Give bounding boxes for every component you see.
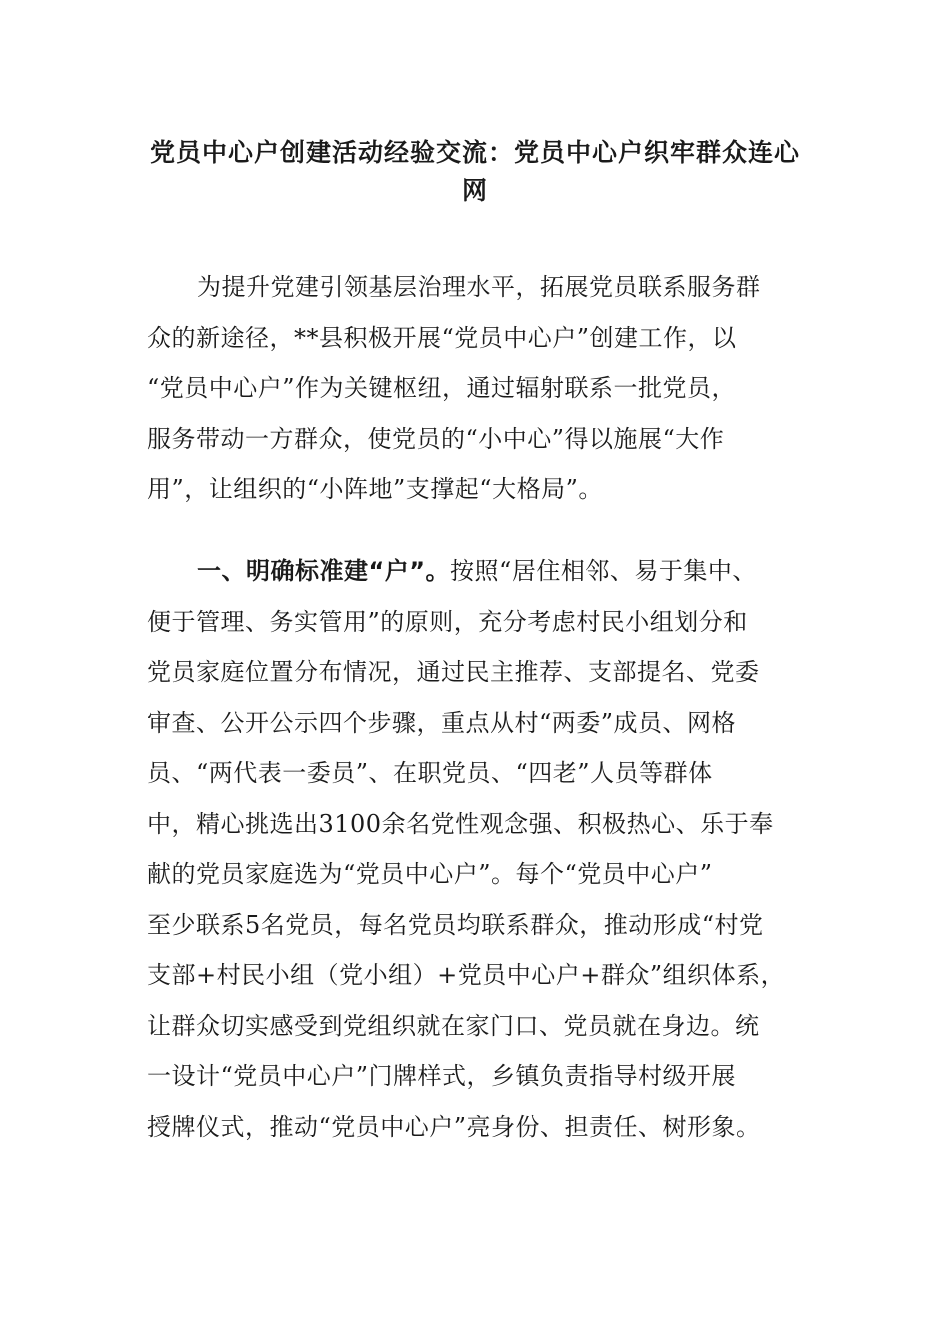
section-1-line: 让群众切实感受到党组织就在家门口、党员就在身边。统 [147, 1011, 760, 1040]
intro-line-2: 众的新途径，**县积极开展“党员中心户”创建工作，以 [147, 323, 737, 352]
title-line-2: 网 [461, 176, 488, 205]
intro-line-1: 为提升党建引领基层治理水平，拓展党员联系服务群 [197, 273, 761, 301]
section-1-first-line [147, 546, 807, 597]
title-line-1: 党员中心户创建活动经验交流：党员中心户织牢群众连心 [149, 138, 800, 167]
intro-line-4: 服务带动一方群众，使党员的“小中心”得以施展“大作 [147, 424, 725, 453]
section-1-line: 党员家庭位置分布情况，通过民主推荐、支部提名、党委 [147, 658, 760, 686]
section-1-line: 一设计“党员中心户”门牌样式，乡镇负责指导村级开展 [147, 1062, 737, 1090]
section-1-line: 中，精心挑选出3100余名党性观念强、积极热心、乐于奉 [147, 809, 774, 838]
intro-paragraph [147, 262, 807, 515]
intro-line-3: “党员中心户”作为关键枢纽，通过辐射联系一批党员， [147, 374, 737, 402]
document-title [140, 134, 810, 210]
section-1-first-line-text: 按照“居住相邻、易于集中、 [450, 557, 757, 585]
section-1-heading: 一、明确标准建“户”。 [197, 557, 451, 585]
intro-line-5: 用”，让组织的“小阵地”支撑起“大格局”。 [147, 475, 603, 503]
section-1-line: 至少联系5名党员，每名党员均联系群众，推动形成“村党 [147, 910, 764, 939]
section-1-line: 便于管理、务实管用”的原则，充分考虑村民小组划分和 [147, 607, 748, 636]
section-1-paragraph [147, 546, 807, 1152]
section-1-line: 审查、公开公示四个步骤，重点从村“两委”成员、网格 [147, 708, 737, 737]
section-1-line: 支部+村民小组（党小组）+党员中心户+群众”组织体系， [147, 961, 786, 989]
section-1-line: 献的党员家庭选为“党员中心户”。每个“党员中心户” [147, 860, 713, 888]
section-1-line: 员、“两代表一委员”、在职党员、“四老”人员等群体 [147, 759, 713, 787]
section-1-line: 授牌仪式，推动“党员中心户”亮身份、担责任、树形象。 [147, 1112, 761, 1141]
